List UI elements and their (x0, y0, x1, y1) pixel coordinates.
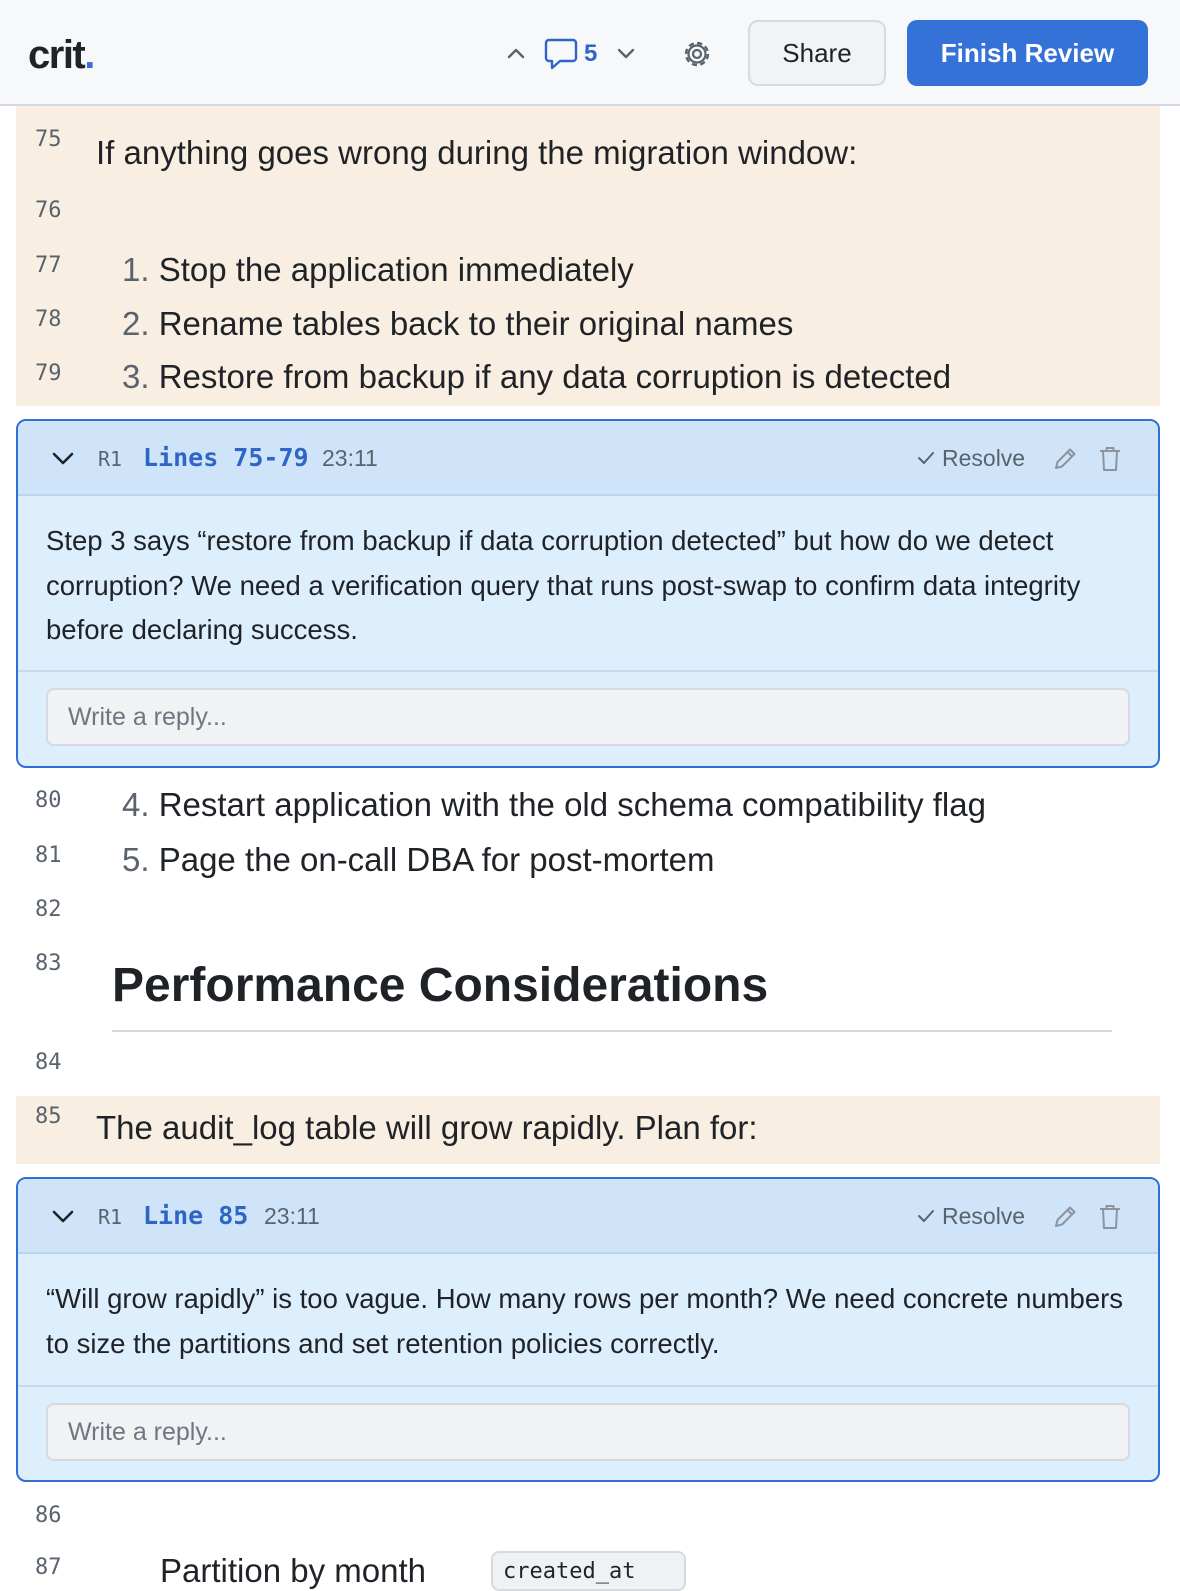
comment-header (18, 421, 1158, 496)
check-icon (916, 1206, 936, 1226)
top-bar (0, 0, 1180, 106)
round-tag: R1 (98, 1205, 123, 1229)
heading-divider (112, 1030, 1112, 1032)
comment-count-label: 5 (584, 40, 598, 67)
line-number[interactable]: 83 (35, 951, 62, 976)
resolve-label: Resolve (942, 1202, 1026, 1229)
list-item-text: Rename tables back to their original names (158, 305, 794, 342)
resolve-label: Resolve (942, 444, 1026, 471)
list-marker: 2. (122, 305, 150, 342)
comment-header (18, 1179, 1158, 1254)
comment-divider (18, 1385, 1158, 1387)
chevron-down-icon[interactable] (614, 36, 638, 70)
line-number[interactable]: 85 (35, 1104, 62, 1129)
comment-divider (18, 670, 1158, 672)
comment-timestamp: 23:11 (264, 1203, 320, 1229)
share-button[interactable]: Share (748, 20, 886, 86)
list-marker: 3. (122, 358, 150, 395)
gear-icon[interactable] (679, 36, 715, 72)
comment-body: “Will grow rapidly” is too vague. How many rows per month? We need concrete numbers to size the partitions and set retention policies correctly. (46, 1283, 1124, 1359)
comment-body: Step 3 says “restore from backup if data corruption detected” but how do we detect corruption? We need a verification query that runs post-swap to confirm data integrity before declaring success. (46, 525, 1081, 645)
list-item (122, 251, 634, 289)
line-number[interactable]: 76 (35, 198, 62, 223)
list-item-text: Restart application with the old schema compatibility flag (158, 786, 986, 823)
reply-input[interactable]: Write a reply... (46, 1403, 1130, 1461)
finish-review-button[interactable]: Finish Review (907, 20, 1148, 86)
pencil-icon[interactable] (1051, 1203, 1079, 1231)
list-marker: 1. (122, 251, 150, 288)
list-item (160, 1552, 426, 1590)
pencil-icon[interactable] (1051, 445, 1079, 473)
comment-card (16, 1177, 1160, 1482)
line-range-link[interactable]: Line 85 (143, 1201, 249, 1230)
round-tag: R1 (98, 447, 123, 471)
resolve-button[interactable] (916, 1200, 1025, 1232)
line-number[interactable]: 80 (35, 788, 62, 813)
comment-timestamp: 23:11 (322, 445, 378, 471)
reply-input[interactable]: Write a reply... (46, 688, 1130, 746)
line-number[interactable]: 78 (35, 307, 62, 332)
line-number[interactable]: 81 (35, 843, 62, 868)
resolve-button[interactable] (916, 442, 1025, 474)
line-number[interactable]: 77 (35, 253, 62, 278)
line-number[interactable]: 86 (35, 1503, 62, 1528)
list-item-text: Restore from backup if any data corruption is detected (158, 358, 952, 395)
line-number[interactable]: 82 (35, 897, 62, 922)
chevron-up-icon[interactable] (504, 36, 528, 70)
doc-line: The audit_log table will grow rapidly. Plan for: (96, 1109, 758, 1146)
list-item (122, 305, 793, 343)
list-marker: 4. (122, 786, 150, 823)
trash-icon[interactable] (1098, 445, 1122, 473)
collapse-chevron-icon[interactable] (50, 447, 76, 469)
line-number[interactable]: 84 (35, 1050, 62, 1075)
collapse-chevron-icon[interactable] (50, 1205, 76, 1227)
trash-icon[interactable] (1098, 1203, 1122, 1231)
line-number[interactable]: 79 (35, 361, 62, 386)
list-item (122, 841, 714, 879)
list-item-text: Partition by month (160, 1552, 426, 1589)
line-number[interactable]: 75 (35, 127, 62, 152)
list-item (122, 358, 951, 396)
comment-counter[interactable] (544, 34, 597, 74)
line-range-link[interactable]: Lines 75-79 (143, 443, 309, 472)
app-logo[interactable]: crit. (28, 33, 94, 77)
list-marker: 5. (122, 841, 150, 878)
section-heading: Performance Considerations (112, 959, 769, 1012)
inline-code: created_at (491, 1551, 686, 1591)
list-item-text: Stop the application immediately (158, 251, 634, 288)
check-icon (916, 448, 936, 468)
doc-line: If anything goes wrong during the migration window: (96, 134, 858, 171)
line-number[interactable]: 87 (35, 1555, 62, 1580)
list-item (122, 786, 986, 824)
comment-card (16, 419, 1160, 768)
list-item-text: Page the on-call DBA for post-mortem (158, 841, 715, 878)
comment-icon (544, 36, 578, 72)
